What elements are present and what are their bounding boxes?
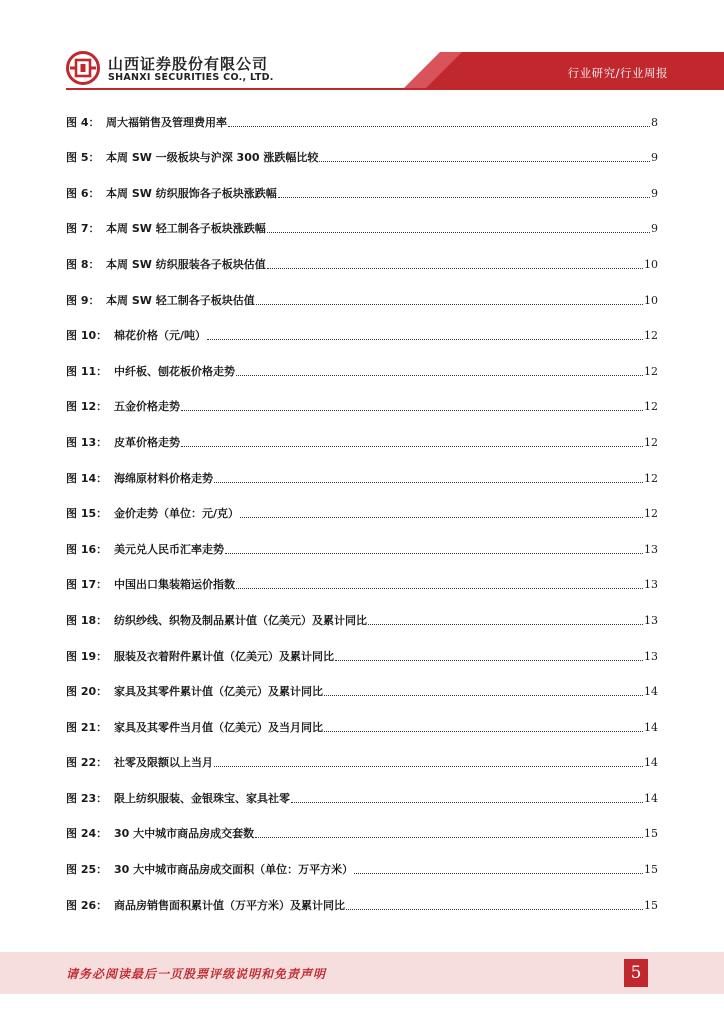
dot-leader bbox=[324, 694, 643, 696]
dot-leader bbox=[255, 836, 643, 838]
toc-entry[interactable] bbox=[66, 650, 658, 686]
toc-entry[interactable] bbox=[66, 863, 658, 899]
dot-leader bbox=[225, 552, 643, 554]
figure-page-number: 12 bbox=[644, 329, 658, 343]
figure-number: 图 6： bbox=[66, 186, 100, 200]
figure-title: 社零及限额以上当月 bbox=[114, 756, 213, 770]
toc-entry[interactable] bbox=[66, 187, 658, 223]
figure-page-number: 8 bbox=[651, 115, 658, 129]
figure-number: 图 8： bbox=[66, 257, 100, 271]
figure-number: 图 18： bbox=[66, 613, 108, 627]
figure-number: 图 23： bbox=[66, 791, 108, 805]
figure-number: 图 15： bbox=[66, 507, 108, 521]
figure-page-number: 9 bbox=[651, 151, 658, 165]
toc-entry[interactable] bbox=[66, 508, 658, 544]
dot-leader bbox=[368, 623, 643, 625]
figure-number: 图 13： bbox=[66, 435, 108, 449]
figure-number: 图 17： bbox=[66, 578, 108, 592]
figure-number: 图 12： bbox=[66, 400, 108, 414]
toc-entry[interactable] bbox=[66, 579, 658, 615]
toc-entry[interactable] bbox=[66, 792, 658, 828]
dot-leader bbox=[346, 908, 643, 910]
figure-number: 图 19： bbox=[66, 649, 108, 663]
figure-page-number: 13 bbox=[644, 578, 658, 592]
figure-title: 本周 SW 轻工制各子板块估值 bbox=[106, 293, 255, 307]
figure-page-number: 12 bbox=[644, 400, 658, 414]
toc-entry[interactable] bbox=[66, 614, 658, 650]
figure-page-number: 12 bbox=[644, 435, 658, 449]
toc-entry[interactable] bbox=[66, 899, 658, 935]
dot-leader bbox=[214, 481, 643, 483]
figure-number: 图 22： bbox=[66, 756, 108, 770]
toc-entry[interactable] bbox=[66, 436, 658, 472]
figure-page-number: 9 bbox=[651, 186, 658, 200]
figure-title: 皮革价格走势 bbox=[114, 435, 180, 449]
figure-page-number: 13 bbox=[644, 649, 658, 663]
figure-list bbox=[66, 116, 658, 935]
figure-number: 图 4： bbox=[66, 115, 100, 129]
toc-entry[interactable] bbox=[66, 543, 658, 579]
figure-number: 图 24： bbox=[66, 827, 108, 841]
header-divider bbox=[66, 88, 724, 90]
toc-entry[interactable] bbox=[66, 294, 658, 330]
figure-number: 图 26： bbox=[66, 898, 108, 912]
figure-title: 五金价格走势 bbox=[114, 400, 180, 414]
figure-page-number: 12 bbox=[644, 507, 658, 521]
company-name-en: SHANXI SECURITIES CO., LTD. bbox=[108, 72, 274, 83]
page-header bbox=[0, 0, 724, 100]
figure-title: 限上纺织服装、金银珠宝、家具社零 bbox=[114, 791, 290, 805]
dot-leader bbox=[181, 445, 643, 447]
figure-number: 图 25： bbox=[66, 863, 108, 877]
dot-leader bbox=[335, 659, 643, 661]
section-label: 行业研究/行业周报 bbox=[567, 66, 668, 80]
figure-title: 纺织纱线、织物及制品累计值（亿美元）及累计同比 bbox=[114, 613, 367, 627]
dot-leader bbox=[278, 196, 650, 198]
dot-leader bbox=[236, 374, 643, 376]
figure-number: 图 20： bbox=[66, 685, 108, 699]
toc-entry[interactable] bbox=[66, 258, 658, 294]
shanxi-securities-logo-icon bbox=[66, 51, 100, 85]
figure-page-number: 14 bbox=[644, 756, 658, 770]
figure-page-number: 10 bbox=[644, 257, 658, 271]
figure-page-number: 13 bbox=[644, 613, 658, 627]
toc-entry[interactable] bbox=[66, 116, 658, 152]
figure-title: 金价走势（单位：元/克） bbox=[114, 507, 240, 521]
figure-number: 图 16： bbox=[66, 542, 108, 556]
toc-entry[interactable] bbox=[66, 686, 658, 722]
figure-title: 家具及其零件累计值（亿美元）及累计同比 bbox=[114, 685, 323, 699]
figure-page-number: 14 bbox=[644, 720, 658, 734]
company-name-cn: 山西证券股份有限公司 bbox=[108, 55, 269, 73]
page-footer bbox=[0, 952, 724, 994]
toc-entry[interactable] bbox=[66, 401, 658, 437]
figure-page-number: 15 bbox=[644, 898, 658, 912]
toc-entry[interactable] bbox=[66, 152, 658, 188]
figure-title: 本周 SW 一级板块与沪深 300 涨跌幅比较 bbox=[106, 151, 319, 165]
figure-title: 服装及衣着附件累计值（亿美元）及累计同比 bbox=[114, 649, 334, 663]
figure-title: 周大福销售及管理费用率 bbox=[106, 115, 227, 129]
dot-leader bbox=[324, 730, 643, 732]
figure-page-number: 13 bbox=[644, 542, 658, 556]
toc-entry[interactable] bbox=[66, 330, 658, 366]
dot-leader bbox=[354, 872, 643, 874]
figure-title: 美元兑人民币汇率走势 bbox=[114, 542, 224, 556]
figure-page-number: 10 bbox=[644, 293, 658, 307]
figure-title: 中纤板、刨花板价格走势 bbox=[114, 364, 235, 378]
figure-title: 30 大中城市商品房成交套数 bbox=[114, 827, 255, 841]
figure-title: 本周 SW 轻工制各子板块涨跌幅 bbox=[106, 222, 266, 236]
toc-entry[interactable] bbox=[66, 223, 658, 259]
figure-number: 图 10： bbox=[66, 329, 108, 343]
dot-leader bbox=[319, 160, 650, 162]
figure-number: 图 7： bbox=[66, 222, 100, 236]
section-banner bbox=[404, 52, 724, 88]
dot-leader bbox=[214, 765, 643, 767]
figure-page-number: 9 bbox=[651, 222, 658, 236]
page-number: 5 bbox=[624, 959, 648, 987]
figure-number: 图 21： bbox=[66, 720, 108, 734]
figure-page-number: 12 bbox=[644, 471, 658, 485]
figure-title: 海绵原材料价格走势 bbox=[114, 471, 213, 485]
figure-page-number: 15 bbox=[644, 827, 658, 841]
dot-leader bbox=[181, 409, 643, 411]
figure-page-number: 15 bbox=[644, 863, 658, 877]
dot-leader bbox=[236, 587, 643, 589]
figure-number: 图 14： bbox=[66, 471, 108, 485]
figure-page-number: 12 bbox=[644, 364, 658, 378]
toc-entry[interactable] bbox=[66, 721, 658, 757]
figure-title: 商品房销售面积累计值（万平方米）及累计同比 bbox=[114, 898, 345, 912]
toc-entry[interactable] bbox=[66, 757, 658, 793]
figure-page-number: 14 bbox=[644, 791, 658, 805]
dot-leader bbox=[267, 267, 643, 269]
figure-title: 本周 SW 纺织服装各子板块估值 bbox=[106, 257, 266, 271]
dot-leader bbox=[291, 801, 643, 803]
dot-leader bbox=[207, 338, 643, 340]
toc-entry[interactable] bbox=[66, 472, 658, 508]
figure-number: 图 5： bbox=[66, 151, 100, 165]
figure-title: 中国出口集装箱运价指数 bbox=[114, 578, 235, 592]
dot-leader bbox=[240, 516, 643, 518]
toc-entry[interactable] bbox=[66, 828, 658, 864]
figure-title: 30 大中城市商品房成交面积（单位：万平方米） bbox=[114, 863, 354, 877]
dot-leader bbox=[267, 231, 650, 233]
dot-leader bbox=[256, 303, 643, 305]
figure-title: 家具及其零件当月值（亿美元）及当月同比 bbox=[114, 720, 323, 734]
figure-title: 棉花价格（元/吨） bbox=[114, 329, 207, 343]
figure-title: 本周 SW 纺织服饰各子板块涨跌幅 bbox=[106, 186, 277, 200]
dot-leader bbox=[228, 125, 650, 127]
toc-entry[interactable] bbox=[66, 365, 658, 401]
disclaimer-text: 请务必阅读最后一页股票评级说明和免责声明 bbox=[66, 967, 327, 981]
figure-number: 图 9： bbox=[66, 293, 100, 307]
figure-number: 图 11： bbox=[66, 364, 108, 378]
figure-page-number: 14 bbox=[644, 685, 658, 699]
